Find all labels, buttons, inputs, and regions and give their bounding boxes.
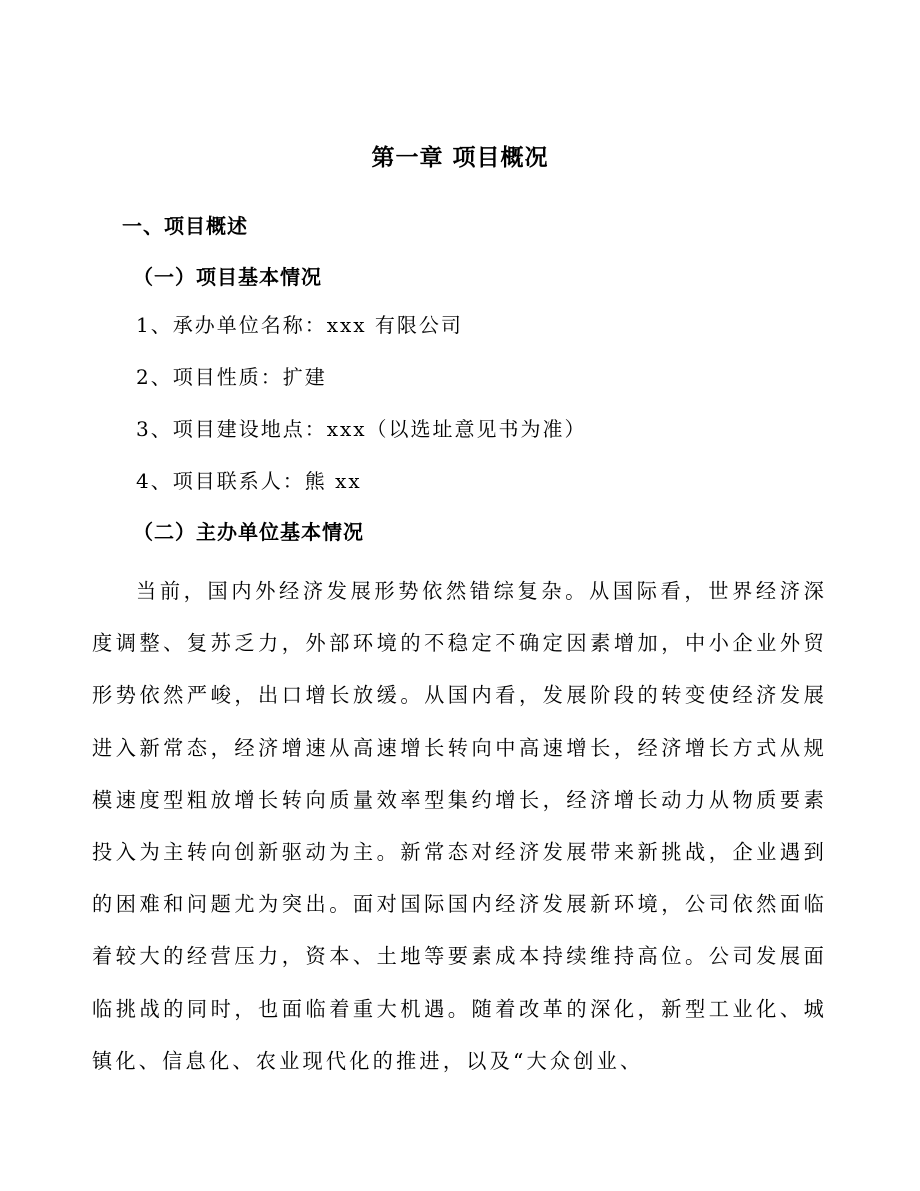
info-item-project-contact: 4、项目联系人：熊 xx: [136, 469, 362, 493]
body-paragraph: 当前，国内外经济发展形势依然错综复杂。从国际看，世界经济深度调整、复苏乏力，外部环境的不稳定不确定因素增加，中小企业外贸形势依然严峻，出口增长放缓。从国内看，发展阶段的转变使经济发展进入新常态，经济增速从高速增长转向中高速增长，经济增长方式从规模速度型粗放增长转向质量效率型集约增长，经济增长动力从物质要素投入为主转向创新驱动为主。新常态对经济发展带来新挑战，企业遇到的困难和问题尤为突出。面对国际国内经济发展新环境，公司依然面临着较大的经营压力，资本、土地等要素成本持续维持高位。公司发展面临挑战的同时，也面临着重大机遇。随着改革的深化，新型工业化、城镇化、信息化、农业现代化的推进，以及“大众创业、: [92, 579, 827, 1073]
section-heading-project-overview: 一、项目概述: [122, 214, 248, 238]
info-item-undertaking-unit: 1、承办单位名称：xxx 有限公司: [136, 313, 463, 337]
chapter-title: 第一章 项目概况: [371, 145, 549, 171]
subsection-heading-sponsor-info: （二）主办单位基本情况: [133, 520, 364, 544]
info-item-project-location: 3、项目建设地点：xxx（以选址意见书为准）: [136, 417, 587, 441]
info-item-project-nature: 2、项目性质：扩建: [136, 365, 327, 389]
subsection-heading-basic-info: （一）项目基本情况: [133, 265, 322, 289]
